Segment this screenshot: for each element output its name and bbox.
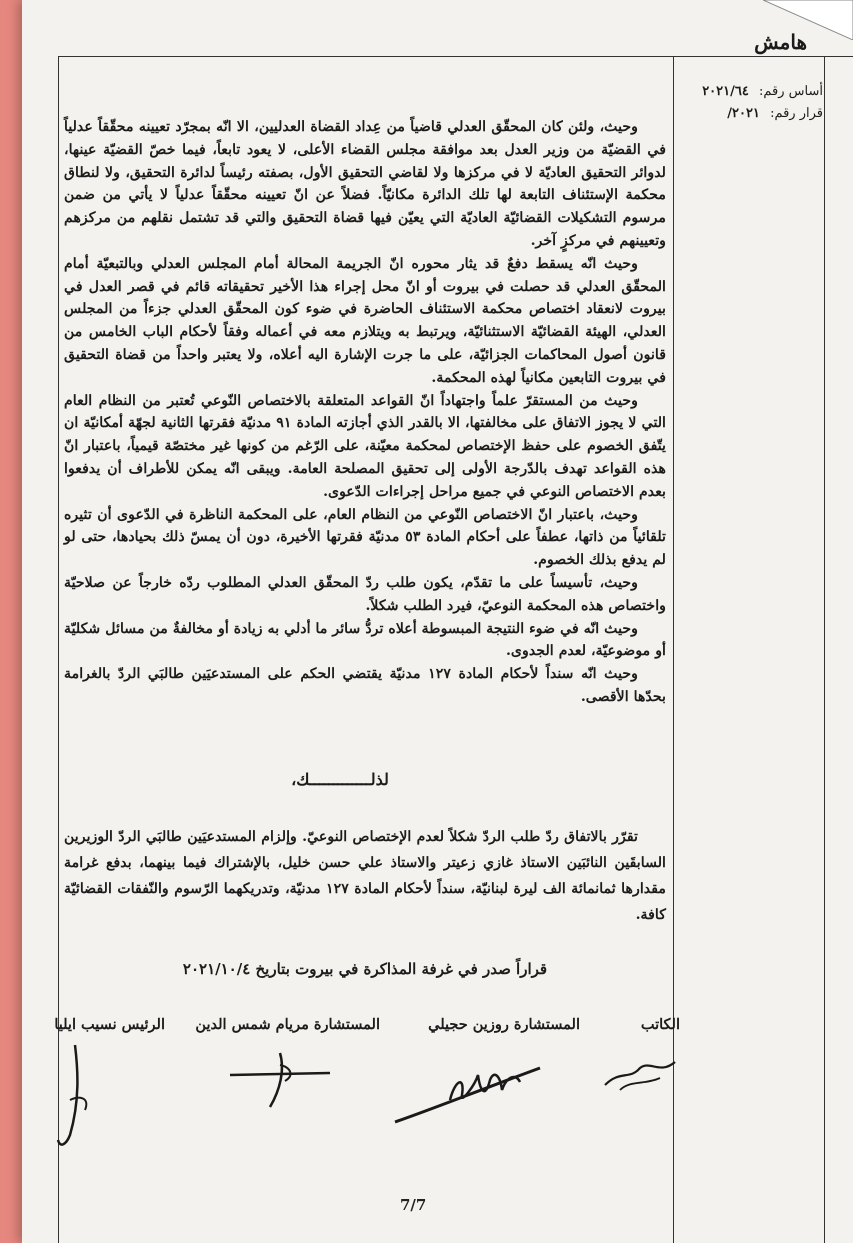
decision-number	[727, 106, 823, 121]
clerk-title: الكاتب	[640, 1016, 680, 1033]
margin-title: هامش	[754, 30, 807, 54]
basis-number-value: ٢٠٢١/٦٤	[702, 84, 749, 99]
therefore-heading: لذلـــــــــــــك،	[291, 770, 389, 789]
decision-number-value: ٢٠٢١/	[727, 106, 760, 121]
page-number: 7/7	[400, 1196, 427, 1214]
president-name: الرئيس نسيب ايليا	[54, 1016, 165, 1033]
counselor-2-signature	[225, 1045, 335, 1115]
margin-column	[674, 56, 825, 1243]
decision-number-label: قرار رقم:	[770, 106, 823, 121]
reasoning-paragraph: وحيث انّه في ضوء النتيجة المبسوطة أعلاه تردُّ سائر ما أدلي به زيادة أو مخالفةٌ من مسائل شكليّة أو موضوعيّة، لعدم الجدوى.	[64, 620, 666, 660]
counselor-1-name: المستشارة روزين حجيلي	[428, 1016, 580, 1033]
clerk-signature	[600, 1050, 680, 1100]
reasoning-section	[64, 116, 666, 709]
basis-number	[702, 84, 823, 99]
issued-statement: قراراً صدر في غرفة المذاكرة في بيروت بتاريخ ٢٠٢١/١٠/٤	[182, 960, 548, 978]
signatures-row	[40, 1016, 680, 1046]
reasoning-paragraph: وحيث، باعتبار انّ الاختصاص النّوعي من النظام العام، على المحكمة الناظرة في الدّعوى أن تثيره تلقائياً من ذاتها، عطفاً على أحكام المادة ٥٣ مدنيّة فقرتها الأخيرة، دون أن يمسّ ذلك بحيادها، حتى لو لم يدفع بذلك الخصوم.	[64, 506, 667, 569]
president-signature	[40, 1040, 110, 1160]
decision-paragraph: تقرّر بالاتفاق ردّ طلب الردّ شكلاً لعدم الإختصاص النوعيّ. وإلزام المستدعيَين طالبَي الردّ الوزيرين السابقَين النائبَين الاستاذ غازي زعيتر والاستاذ علي حسن خليل، بالإشتراك فيما بينهما، بدفع غرامة مقدارها ثمانمائة الف ليرة لبنانيّة، سنداً لأحكام المادة ١٢٧ مدنيّة، وتدريكهما الرّسوم والنّفقات القضائيّة كافة.	[64, 829, 666, 923]
decision-section	[64, 824, 666, 928]
basis-number-label: أساس رقم:	[759, 84, 823, 99]
reasoning-paragraph: وحيث، ولئن كان المحقّق العدلي قاضياً من عِداد القضاة العدليين، الا انّه بمجرّد تعيينه محقّقاً عدلياً في القضيّة من وزير العدل بعد موافقة مجلس القضاء الأعلى، لا يعود تابعاً، فيما خصّ القضيّة عينها، لدوائر التحقيق العاديّة لا في مركزها ولا لقاضي التحقيق الأول، بصفته رئيساً لدائرة التحقيق، ولا لنطاق محكمة الإستئناف التابعة لها تلك الدائرة مكانيّاً. فضلاً عن انّ تعيينه محقّقاً عدلياً لا يأتي من ضمن مرسوم التشكيلات القضائيّة العاديّة التي يعيّن فيها قضاة التحقيق والتي قد تشتمل نقلهم من مركزهم وتعيينهم في مركزٍ آخر.	[64, 119, 666, 249]
reasoning-paragraph: وحيث انّه سنداً لأحكام المادة ١٢٧ مدنيّة يقتضي الحكم على المستدعيَين طالبَي الردّ بالغرامة بحدّها الأقصى.	[64, 666, 666, 705]
counselor-2-name: المستشارة مريام شمس الدين	[195, 1016, 380, 1033]
reasoning-paragraph: وحيث انّه يسقط دفعٌ قد يثار محوره انّ الجريمة المحالة أمام المجلس العدلي وبالتبعيّة أمام المحقّق العدلي قد حصلت في بيروت أو انّ محل إجراء هذا الأخير تحقيقاته قائم في قصر العدل في بيروت لانعقاد اختصاص محكمة الاستئناف الحاضرة في ضوء كون المحقّق العدلي جزءاً من المجلس العدلي، الهيئة القضائيّة الاستثنائيّة، ويرتبط به ويتلازم معه في أعماله وفقاً لأحكام الباب الخامس من قانون أصول المحاكمات الجزائيّة، على ما جرت الإشارة اليه أعلاه، ولا يعتبر واحداً من قضاة التحقيق في بيروت التابعين مكانياً لهذه المحكمة.	[64, 255, 666, 386]
reasoning-paragraph: وحيث من المستقرّ علماً واجتهاداً انّ القواعد المتعلقة بالاختصاص النّوعي تُعتبر من النظام العام التي لا يجوز الاتفاق على مخالفتها، الا بالقدر الذي أجازته المادة ٩١ مدنيّة فقرتها الثانية لجهّة أمكانيّة ان يتّفق الخصوم على حفظ الإختصاص لمحكمة معيّنة، على الرّغم من كونها غير مختصّة قيمياً، باعتبار انّ هذه القواعد تهدف بالدّرجة الأولى إلى تحقيق المصلحة العامة. ويبقى انّه يمكن للأطراف أن يدفعوا بعدم الاختصاص النوعي في جميع مراحل إجراءات الدّعوى.	[64, 392, 666, 500]
counselor-1-signature	[390, 1060, 550, 1130]
reasoning-paragraph: وحيث، تأسيساً على ما تقدّم، يكون طلب ردّ المحقّق العدلي المطلوب ردّه خارجاً عن صلاحيّة واختصاص هذه المحكمة النوعيّ، فيرد الطلب شكلاً.	[64, 574, 666, 614]
